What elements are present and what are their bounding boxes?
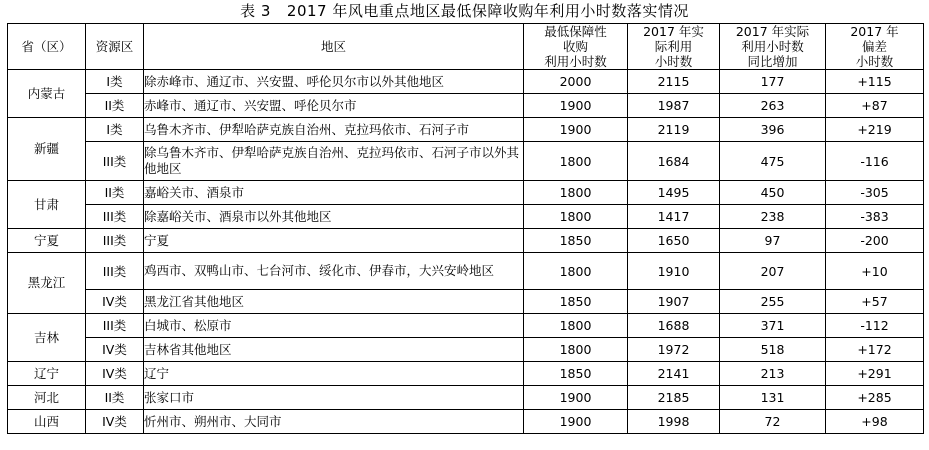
cell-actual-hours: 1907	[628, 290, 720, 314]
column-header-yoy-increase-line1: 2017 年实际	[735, 24, 810, 39]
cell-area: 除嘉峪关市、酒泉市以外其他地区	[144, 205, 524, 229]
cell-actual-hours: 1972	[628, 338, 720, 362]
cell-resource-zone: IV类	[86, 338, 144, 362]
table-row	[8, 253, 924, 290]
cell-deviation: -383	[826, 205, 924, 229]
cell-actual-hours: 1910	[628, 253, 720, 290]
cell-min-hours: 1800	[524, 181, 628, 205]
column-header-actual-hours-line1: 2017 年实	[643, 24, 704, 39]
table-row	[8, 118, 924, 142]
table-header	[8, 24, 924, 70]
cell-deviation: +57	[826, 290, 924, 314]
cell-deviation: +291	[826, 362, 924, 386]
cell-yoy-increase: 213	[720, 362, 826, 386]
cell-province: 内蒙古	[8, 70, 86, 118]
table-header-row	[8, 24, 924, 70]
column-header-yoy-increase	[720, 24, 826, 70]
column-header-min-guaranteed-hours-line1: 最低保障性	[544, 24, 607, 39]
cell-deviation: +172	[826, 338, 924, 362]
cell-min-hours: 1850	[524, 290, 628, 314]
cell-resource-zone: III类	[86, 205, 144, 229]
cell-yoy-increase: 72	[720, 410, 826, 434]
cell-actual-hours: 2141	[628, 362, 720, 386]
cell-province: 河北	[8, 386, 86, 410]
cell-yoy-increase: 97	[720, 229, 826, 253]
cell-area: 鸡西市、双鸭山市、七台河市、绥化市、伊春市，大兴安岭地区	[144, 253, 524, 290]
table-row	[8, 142, 924, 181]
cell-yoy-increase: 263	[720, 94, 826, 118]
column-header-resource-zone	[86, 24, 144, 70]
cell-area: 乌鲁木齐市、伊犁哈萨克族自治州、克拉玛依市、石河子市	[144, 118, 524, 142]
cell-province: 宁夏	[8, 229, 86, 253]
cell-min-hours: 2000	[524, 70, 628, 94]
cell-area: 吉林省其他地区	[144, 338, 524, 362]
cell-resource-zone: II类	[86, 94, 144, 118]
cell-yoy-increase: 518	[720, 338, 826, 362]
table-row	[8, 386, 924, 410]
column-header-area-line1: 地区	[320, 39, 346, 54]
cell-resource-zone: III类	[86, 253, 144, 290]
table-row	[8, 229, 924, 253]
cell-deviation: -305	[826, 181, 924, 205]
cell-actual-hours: 1684	[628, 142, 720, 181]
table-caption-number: 表 3	[240, 2, 271, 20]
table-row	[8, 410, 924, 434]
column-header-resource-zone-line1: 资源区	[95, 39, 134, 54]
cell-resource-zone: III类	[86, 142, 144, 181]
cell-deviation: +219	[826, 118, 924, 142]
cell-area: 忻州市、朔州市、大同市	[144, 410, 524, 434]
cell-deviation: -116	[826, 142, 924, 181]
column-header-actual-hours	[628, 24, 720, 70]
cell-deviation: +87	[826, 94, 924, 118]
cell-min-hours: 1800	[524, 142, 628, 181]
cell-area: 张家口市	[144, 386, 524, 410]
cell-province: 黑龙江	[8, 253, 86, 314]
cell-resource-zone: IV类	[86, 290, 144, 314]
column-header-min-guaranteed-hours-line3: 利用小时数	[544, 54, 607, 69]
cell-min-hours: 1850	[524, 362, 628, 386]
cell-resource-zone: II类	[86, 386, 144, 410]
cell-yoy-increase: 255	[720, 290, 826, 314]
cell-actual-hours: 2119	[628, 118, 720, 142]
column-header-deviation-line3: 小时数	[855, 54, 894, 69]
cell-deviation: +285	[826, 386, 924, 410]
cell-min-hours: 1850	[524, 229, 628, 253]
cell-min-hours: 1800	[524, 314, 628, 338]
cell-province: 新疆	[8, 118, 86, 181]
cell-resource-zone: II类	[86, 181, 144, 205]
cell-yoy-increase: 475	[720, 142, 826, 181]
cell-actual-hours: 1998	[628, 410, 720, 434]
table-row	[8, 205, 924, 229]
table-row	[8, 314, 924, 338]
cell-resource-zone: IV类	[86, 362, 144, 386]
cell-min-hours: 1900	[524, 118, 628, 142]
cell-min-hours: 1800	[524, 338, 628, 362]
cell-area: 除乌鲁木齐市、伊犁哈萨克族自治州、克拉玛依市、石河子市以外其他地区	[144, 142, 524, 181]
column-header-province-line1: 省（区）	[21, 39, 72, 54]
cell-deviation: +98	[826, 410, 924, 434]
cell-resource-zone: I类	[86, 118, 144, 142]
table-row	[8, 94, 924, 118]
cell-resource-zone: I类	[86, 70, 144, 94]
table-caption-title: 2017 年风电重点地区最低保障收购年利用小时数落实情况	[286, 2, 689, 20]
cell-area: 白城市、松原市	[144, 314, 524, 338]
cell-area: 赤峰市、通辽市、兴安盟、呼伦贝尔市	[144, 94, 524, 118]
column-header-min-guaranteed-hours-line2: 收购	[562, 39, 588, 54]
column-header-province	[8, 24, 86, 70]
table-row	[8, 338, 924, 362]
cell-yoy-increase: 177	[720, 70, 826, 94]
table-caption	[0, 0, 929, 23]
cell-yoy-increase: 450	[720, 181, 826, 205]
cell-resource-zone: IV类	[86, 410, 144, 434]
column-header-deviation-line1: 2017 年	[850, 24, 899, 39]
cell-resource-zone: III类	[86, 229, 144, 253]
column-header-yoy-increase-line2: 利用小时数	[741, 39, 804, 54]
wind-power-hours-table	[7, 23, 924, 434]
cell-yoy-increase: 131	[720, 386, 826, 410]
cell-min-hours: 1800	[524, 205, 628, 229]
cell-area: 嘉峪关市、酒泉市	[144, 181, 524, 205]
cell-min-hours: 1800	[524, 253, 628, 290]
column-header-actual-hours-line2: 际利用	[654, 39, 693, 54]
table-row	[8, 70, 924, 94]
cell-yoy-increase: 396	[720, 118, 826, 142]
cell-province: 甘肃	[8, 181, 86, 229]
cell-actual-hours: 1495	[628, 181, 720, 205]
cell-area: 黑龙江省其他地区	[144, 290, 524, 314]
cell-province: 辽宁	[8, 362, 86, 386]
column-header-actual-hours-line3: 小时数	[654, 54, 693, 69]
cell-min-hours: 1900	[524, 386, 628, 410]
cell-area: 宁夏	[144, 229, 524, 253]
cell-actual-hours: 1417	[628, 205, 720, 229]
cell-province: 山西	[8, 410, 86, 434]
cell-province: 吉林	[8, 314, 86, 362]
cell-yoy-increase: 207	[720, 253, 826, 290]
cell-area: 辽宁	[144, 362, 524, 386]
cell-actual-hours: 1987	[628, 94, 720, 118]
table-body	[8, 70, 924, 434]
table-row	[8, 362, 924, 386]
cell-actual-hours: 2115	[628, 70, 720, 94]
cell-actual-hours: 1650	[628, 229, 720, 253]
cell-deviation: +115	[826, 70, 924, 94]
column-header-min-guaranteed-hours	[524, 24, 628, 70]
cell-min-hours: 1900	[524, 410, 628, 434]
cell-actual-hours: 2185	[628, 386, 720, 410]
cell-min-hours: 1900	[524, 94, 628, 118]
table-row	[8, 290, 924, 314]
cell-deviation: -200	[826, 229, 924, 253]
column-header-area	[144, 24, 524, 70]
cell-deviation: +10	[826, 253, 924, 290]
column-header-deviation	[826, 24, 924, 70]
cell-resource-zone: III类	[86, 314, 144, 338]
cell-area: 除赤峰市、通辽市、兴安盟、呼伦贝尔市以外其他地区	[144, 70, 524, 94]
cell-deviation: -112	[826, 314, 924, 338]
table-row	[8, 181, 924, 205]
cell-yoy-increase: 371	[720, 314, 826, 338]
cell-yoy-increase: 238	[720, 205, 826, 229]
column-header-yoy-increase-line3: 同比增加	[747, 54, 798, 69]
column-header-deviation-line2: 偏差	[861, 39, 887, 54]
cell-actual-hours: 1688	[628, 314, 720, 338]
